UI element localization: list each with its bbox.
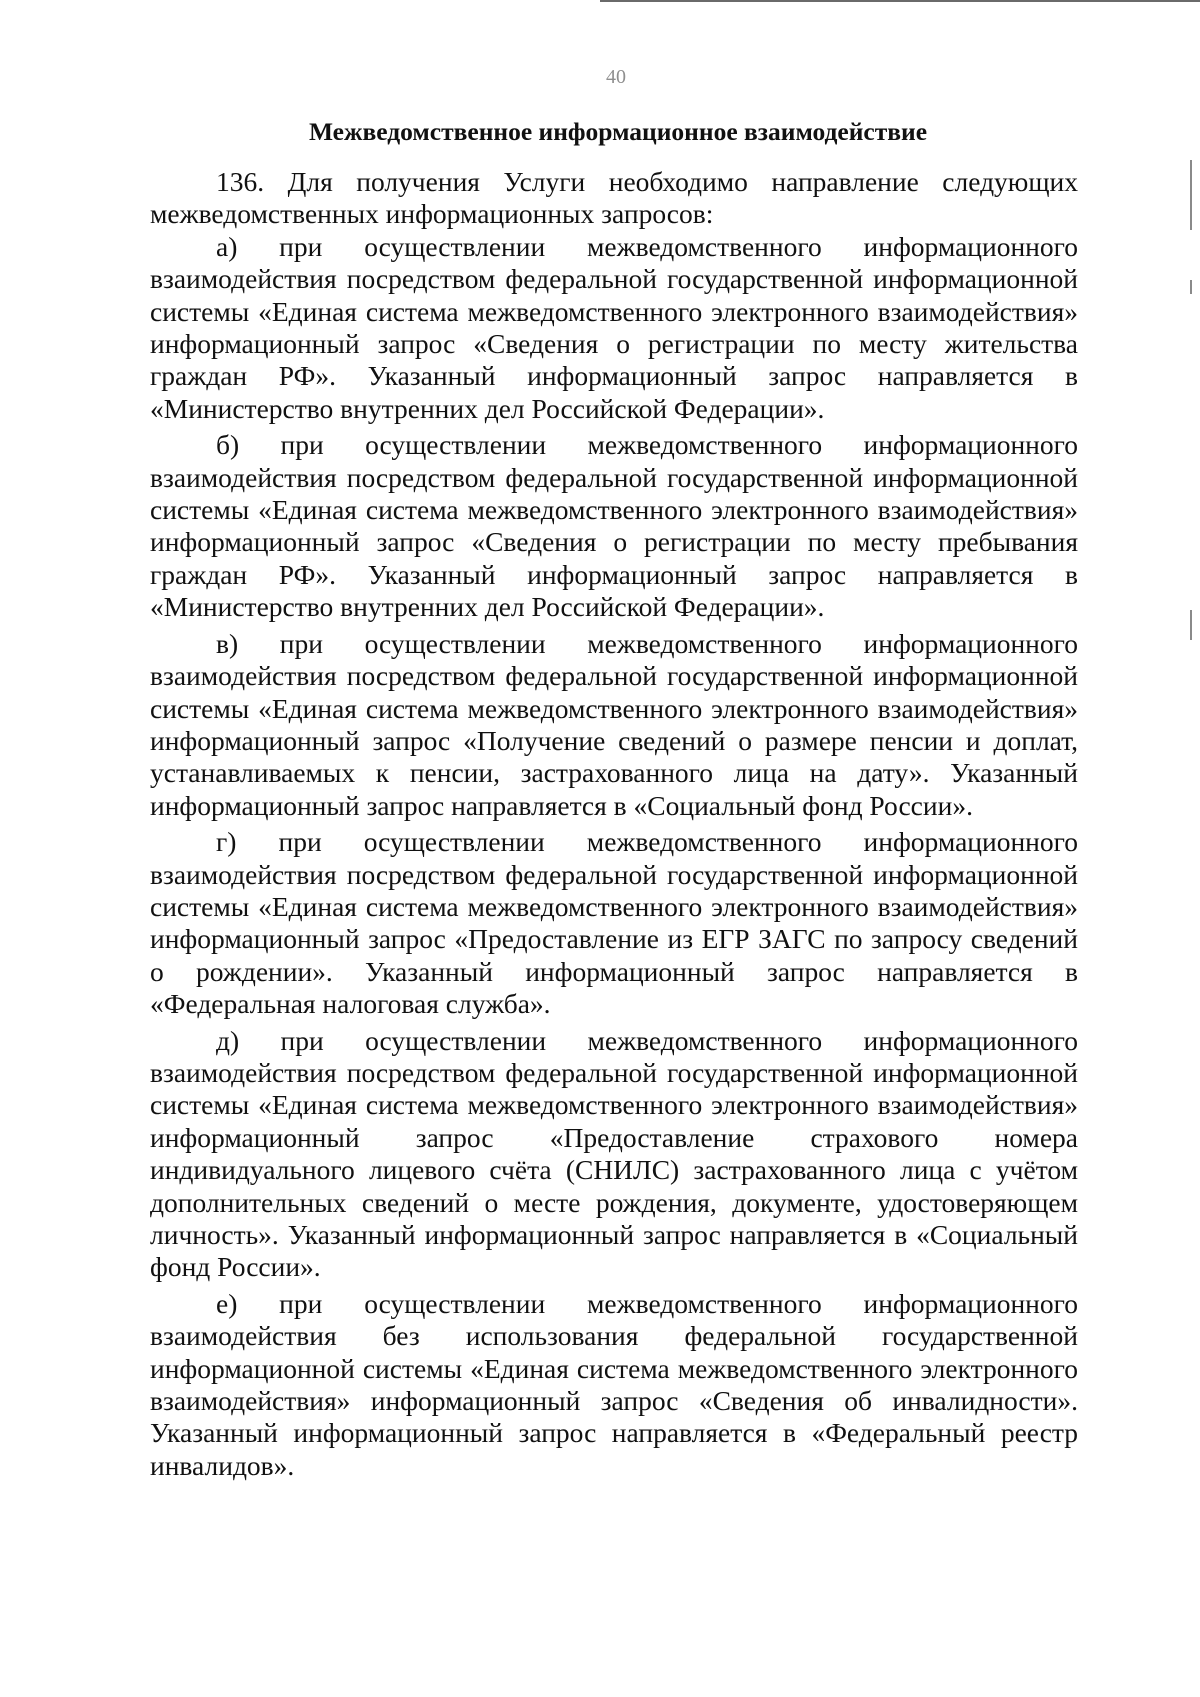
scan-margin-mark xyxy=(1190,610,1192,640)
scan-margin-mark xyxy=(1190,160,1192,230)
paragraph-item-g: г) при осуществлении межведомственного информационного взаимодействия посредством федеральной государственной информационной системы «Единая система межведомственного электронного взаимодействия» информационный запрос «Предоставление из ЕГР ЗАГС по запросу сведений о рождении». Указанный информационный запрос направляется в «Федеральная налоговая служба». xyxy=(150,826,1078,1020)
scan-margin-mark xyxy=(1190,280,1192,294)
paragraph-136: 136. Для получения Услуги необходимо направление следующих межведомственных информационных запросов: xyxy=(150,166,1078,230)
paragraph-item-v: в) при осуществлении межведомственного информационного взаимодействия посредством федеральной государственной информационной системы «Единая система межведомственного электронного взаимодействия» информационный запрос «Получение сведений о размере пенсии и доплат, устанавливаемых к пенсии, застрахованного лица на дату». Указанный информационный запрос направляется в «Социальный фонд России». xyxy=(150,627,1078,821)
page-number: 40 xyxy=(606,66,626,88)
scan-edge-line xyxy=(600,0,1200,2)
paragraph-item-a: а) при осуществлении межведомственного информационного взаимодействия посредством федеральной государственной информационной системы «Единая система межведомственного электронного взаимодействия» информационный запрос «Сведения о регистрации по месту жительства граждан РФ». Указанный информационный запрос направляется в «Министерство внутренних дел Российской Федерации». xyxy=(150,230,1078,424)
paragraph-item-d: д) при осуществлении межведомственного информационного взаимодействия посредством федеральной государственной информационной системы «Единая система межведомственного электронного взаимодействия» информационный запрос «Предоставление страхового номера индивидуального лицевого счёта (СНИЛС) застрахованного лица с учётом дополнительных сведений о месте рождения, документе, удостоверяющем личность». Указанный информационный запрос направляется в «Социальный фонд России». xyxy=(150,1024,1078,1283)
paragraph-item-e: е) при осуществлении межведомственного информационного взаимодействия без использования федеральной государственной информационной системы «Единая система межведомственного электронного взаимодействия» информационный запрос «Сведения об инвалидности». Указанный информационный запрос направляется в «Федеральный реестр инвалидов». xyxy=(150,1287,1078,1481)
section-heading: Межведомственное информационное взаимодействие xyxy=(308,117,928,146)
paragraph-item-b: б) при осуществлении межведомственного информационного взаимодействия посредством федеральной государственной информационной системы «Единая система межведомственного электронного взаимодействия» информационный запрос «Сведения о регистрации по месту пребывания граждан РФ». Указанный информационный запрос направляется в «Министерство внутренних дел Российской Федерации». xyxy=(150,429,1078,623)
document-body xyxy=(150,115,1078,1486)
